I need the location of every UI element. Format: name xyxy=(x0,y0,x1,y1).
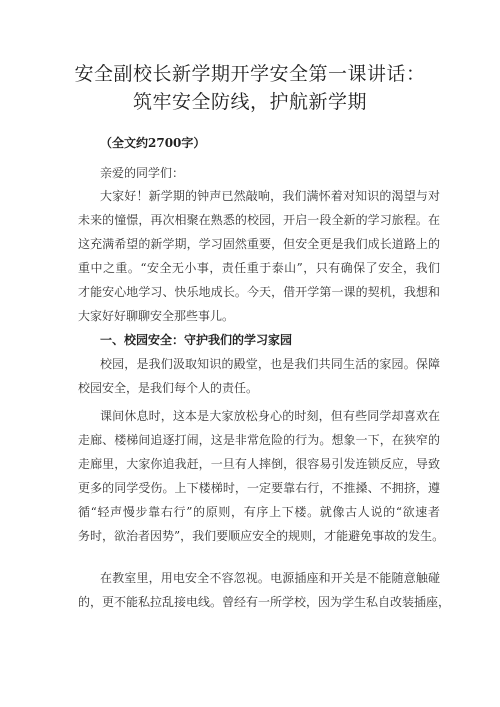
paragraph-4-line: 的，更不能私拉乱接电线。曾经有一所学校，因为学生私自改装插座， xyxy=(78,595,451,609)
paragraph-3-line: 走廊里，大家你追我赶，一旦有人摔倒，很容易引发连锁反应，导致 xyxy=(78,457,440,471)
paragraph-1-line: 才能安心地学习、快乐地成长。今天，借开学第一课的契机，我想和 xyxy=(78,285,440,299)
paragraph-2-line: 校园，是我们汲取知识的殿堂，也是我们共同生活的家园。保障 xyxy=(100,357,440,371)
document-title-line2: 筑牢安全防线，护航新学期 xyxy=(132,91,367,113)
word-count: （全文约2700字） xyxy=(100,136,206,150)
paragraph-3-line: 走廊、楼梯间追逐打闹，这是非常危险的行为。想象一下，在狭窄的 xyxy=(78,433,440,447)
paragraph-1-line: 大家好好聊聊安全那些事儿。 xyxy=(78,309,235,323)
paragraph-1-line: 重中之重。“安全无小事，责任重于泰山”，只有确保了安全，我们 xyxy=(78,261,440,275)
paragraph-2-line: 校园安全，是我们每个人的责任。 xyxy=(78,381,259,395)
paragraph-1-line: 未来的憧憬，再次相聚在熟悉的校园，开启一段全新的学习旅程。在 xyxy=(78,213,440,227)
section-heading: 一、校园安全：守护我们的学习家园 xyxy=(100,333,293,347)
paragraph-1-line: 大家好！新学期的钟声已然敲响，我们满怀着对知识的渴望与对 xyxy=(100,189,440,203)
paragraph-1-line: 这充满希望的新学期，学习固然重要，但安全更是我们成长道路上的 xyxy=(78,237,440,251)
paragraph-3-line: 课间休息时，这本是大家放松身心的时刻，但有些同学却喜欢在 xyxy=(100,409,440,423)
paragraph-3-line: 务时，欲治者因势”，我们要顺应安全的规则，才能避免事故的发生。 xyxy=(78,529,445,543)
paragraph-4-line: 在教室里，用电安全不容忽视。电源插座和开关是不能随意触碰 xyxy=(100,571,440,585)
paragraph-3-line: 循“轻声慢步靠右行”的原则，有序上下楼。就像古人说的“欲速者 xyxy=(78,505,440,519)
greeting: 亲爱的同学们： xyxy=(100,166,185,180)
paragraph-3-line: 更多的同学受伤。上下楼梯时，一定要靠右行，不推搡、不拥挤，遵 xyxy=(78,481,440,495)
document-title-line1: 安全副校长新学期开学安全第一课讲话： xyxy=(74,63,426,85)
